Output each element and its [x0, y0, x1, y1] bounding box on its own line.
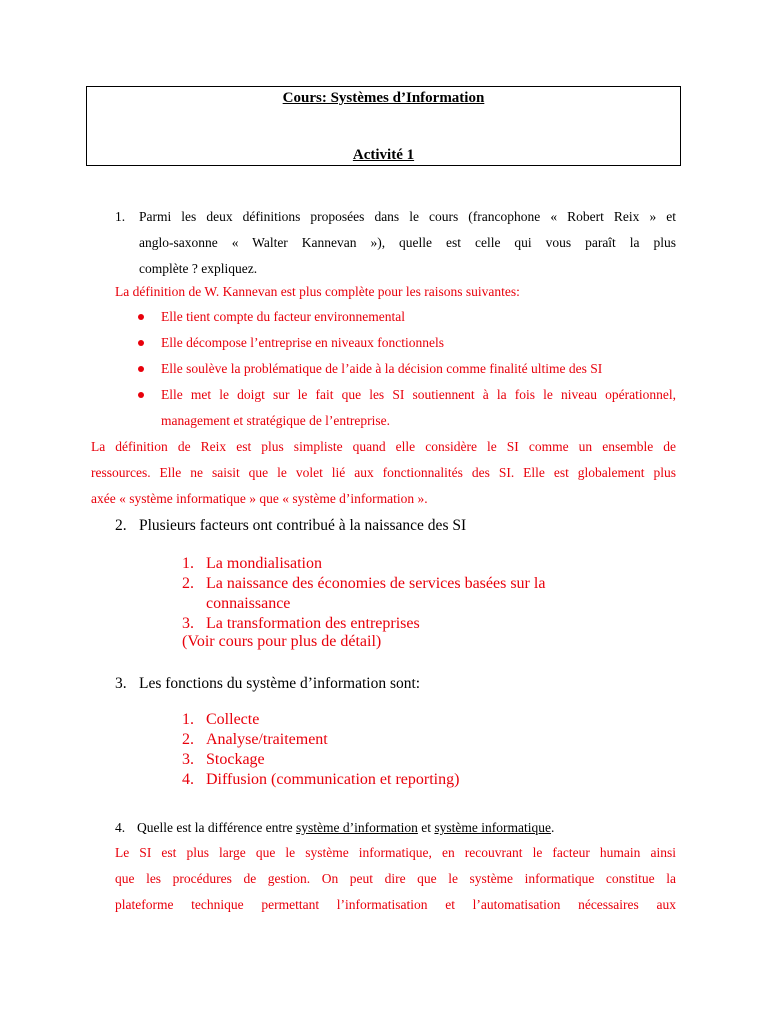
paragraph-line: Le SI est plus large que le système informatique, en recouvrant le facteur humain ainsi: [115, 845, 676, 860]
list-item: 2. Analyse/traitement: [182, 731, 328, 748]
list-item: 3. Stockage: [182, 751, 265, 768]
list-item: 2. La naissance des économies de services basées sur la connaissance: [182, 575, 546, 612]
list-item: Elle met le doigt sur le fait que les SI soutiennent à la fois le niveau opérationnel, management et stratégique de l’entreprise.: [136, 382, 676, 434]
list-item: Elle décompose l’entreprise en niveaux fonctionnels: [136, 330, 676, 356]
question-2: [115, 513, 466, 539]
bullet-icon: [138, 314, 144, 320]
term-systeme-information: système d’information: [296, 820, 418, 835]
question-2-text: Plusieurs facteurs ont contribué à la naissance des SI: [139, 517, 467, 534]
list-item: Elle tient compte du facteur environnemental: [136, 304, 676, 330]
paragraph-line: plateforme technique permettant l’informatisation et l’automatisation nécessaires aux: [115, 897, 676, 912]
question-4: 4. Quelle est la différence entre système d’information et système informatique.: [115, 815, 554, 841]
answer-3-list: [182, 710, 602, 790]
question-3: [115, 671, 420, 697]
question-1-line: Parmi les deux définitions proposées dans le cours (francophone « Robert Reix » et: [139, 209, 676, 224]
answer-2-list: [182, 554, 622, 634]
question-3-text: Les fonctions du système d’information sont:: [139, 675, 421, 692]
list-item: 4. Diffusion (communication et reporting): [182, 771, 460, 788]
paragraph-line: La définition de Reix est plus simpliste quand elle considère le SI comme un ensemble de: [91, 439, 676, 454]
activity-title: Activité 1: [352, 147, 415, 163]
answer-4-paragraph: [115, 840, 676, 918]
paragraph-line: axée « système informatique » que « système d’information ».: [91, 491, 428, 506]
question-3-number: 3.: [115, 675, 127, 692]
paragraph-line: que les procédures de gestion. On peut dire que le système informatique constitue la: [115, 871, 676, 886]
question-1-number: 1.: [115, 209, 126, 224]
answer-1-paragraph: [91, 434, 676, 512]
bullet-icon: [138, 366, 144, 372]
term-systeme-informatique: système informatique: [434, 820, 552, 835]
bullet-icon: [138, 340, 144, 346]
list-item: 1. Collecte: [182, 711, 260, 728]
bullet-icon: [138, 392, 144, 398]
question-1-line: anglo-saxonne « Walter Kannevan »), quelle est celle qui vous paraît la plus: [139, 235, 676, 250]
question-4-number: 4.: [115, 820, 126, 835]
list-item: Elle soulève la problématique de l’aide à la décision comme finalité ultime des SI: [136, 356, 676, 382]
course-header-box: [86, 86, 681, 166]
answer-2-note: (Voir cours pour plus de détail): [182, 633, 382, 650]
question-1-text: [139, 204, 676, 282]
paragraph-line: ressources. Elle ne saisit que le volet lié aux fonctionnalités des SI. Elle est globalement plus: [91, 465, 676, 480]
answer-1-intro: La définition de W. Kannevan est plus complète pour les raisons suivantes:: [115, 284, 520, 299]
question-1-line: complète ? expliquez.: [139, 261, 258, 276]
answer-1-bullet-list: [136, 304, 676, 434]
course-title: Cours: Systèmes d’Information: [282, 90, 485, 106]
list-item: 3. La transformation des entreprises: [182, 615, 420, 632]
question-2-number: 2.: [115, 517, 127, 534]
list-item: 1. La mondialisation: [182, 555, 322, 572]
